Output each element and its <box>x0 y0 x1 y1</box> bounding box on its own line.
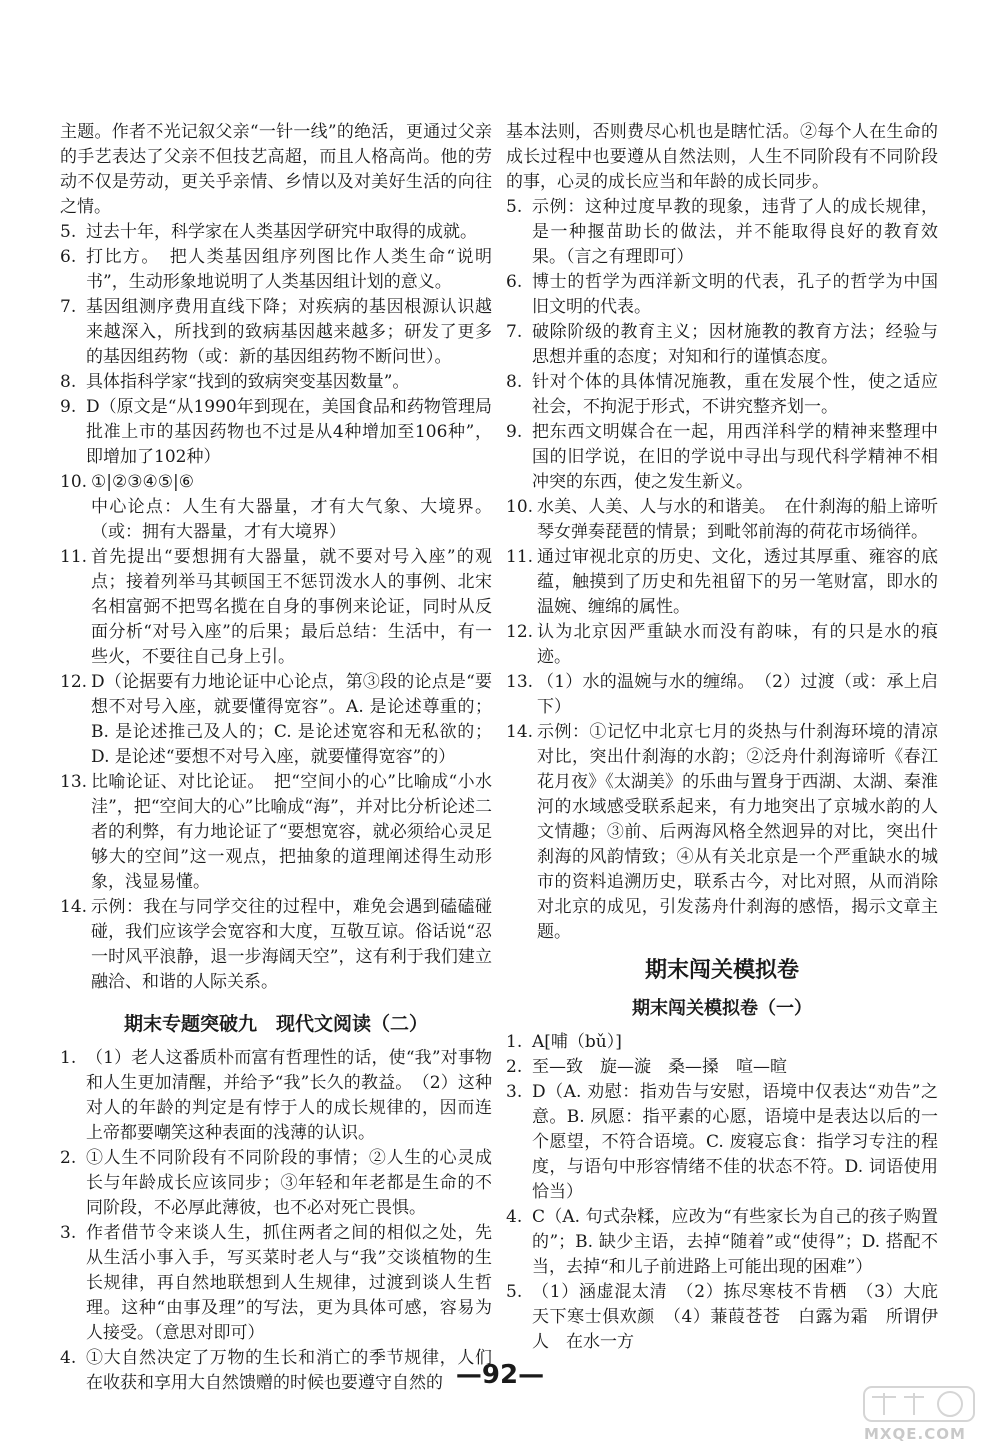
left-column <box>60 120 492 1396</box>
answer-text: 破除阶级的教育主义；因材施教的教育方法；经验与思想并重的态度；对知和行的谨慎态度。 <box>532 322 938 367</box>
left-intro: 主题。作者不光记叙父亲“一针一线”的绝活，更通过父亲的手艺表达了父亲不但技艺高超，而且人格高尚。他的劳动不仅是劳动，更关乎亲情、乡情以及对美好生活的向往之情。 <box>60 122 492 217</box>
answer-text: A[哺（bǔ）] <box>532 1032 622 1052</box>
right-answer-list-b <box>506 1030 938 1355</box>
answer-text: D（论据要有力地论证中心论点，第③段的论点是“要想不对号入座，就要懂得宽容”。A. 是论述尊重的；B. 是论述推己及人的；C. 是论述宽容和无私欲的；D. 是论述“要想不对号入座，就要懂得宽容”的） <box>91 672 492 767</box>
answer-item <box>60 245 492 295</box>
answer-number: 5. <box>506 197 523 217</box>
answer-item <box>506 320 938 370</box>
answer-number: 11. <box>506 547 534 567</box>
page-number: —92— <box>455 1360 545 1390</box>
answer-text: （1）水的温婉与水的缠绵。 （2）过渡（或：承上启下） <box>537 672 938 717</box>
answer-item <box>60 295 492 370</box>
answer-text: 水美、人美、人与水的和谐美。 在什刹海的船上谛听琴女弹奏琵琶的情景；到毗邻前海的荷花市场徜徉。 <box>537 497 938 542</box>
answer-number: 6. <box>506 272 523 292</box>
answer-item <box>506 1030 938 1055</box>
answer-item <box>60 370 492 395</box>
answer-item <box>506 720 938 945</box>
answer-item <box>506 420 938 495</box>
answer-text: 首先提出“要想拥有大器量，就不要对号入座”的观点；接着列举马其顿国王不惩罚泼水人的事例、北宋名相富弼不把骂名揽在自身的事例来论证，同时从反面分析“对号入座”的后果；最后总结：生活中，有一些火，不要往自己身上引。 <box>91 547 492 667</box>
answer-number: 5. <box>506 1282 523 1302</box>
answer-number: 8. <box>506 372 523 392</box>
section-heading-final-exam: 期末闯关模拟卷 <box>644 958 799 983</box>
answer-text: D（原文是“从1990年到现在，美国食品和药物管理局批准上市的基因药物也不过是从4种增加至106种”，即增加了102种） <box>86 397 492 467</box>
answer-text: （1）老人这番质朴而富有哲理性的话，使“我”对事物和人生更加清醒，并给予“我”长久的教益。 （2）这种对人的年龄的判定是有悖于人的成长规律的，因而连上帝都要嘲笑这种表面的浅薄的认识。 <box>86 1048 492 1143</box>
answer-item <box>506 1280 938 1355</box>
answer-item <box>60 395 492 470</box>
answer-number: 1. <box>506 1032 523 1052</box>
answer-item <box>60 545 492 670</box>
left-answer-list-a <box>60 220 492 995</box>
right-column <box>506 120 938 1355</box>
answer-number: 8. <box>60 372 77 392</box>
answer-text: C（A. 句式杂糅，应改为“有些家长为自己的孩子购置的”；B. 缺少主语，去掉“随着”或“使得”；D. 搭配不当，去掉“和儿子前进路上可能出现的困难”） <box>532 1207 938 1277</box>
answer-item <box>506 620 938 670</box>
answer-text: （1）涵虚混太清 （2）拣尽寒枝不肯栖 （3）大庇天下寒士俱欢颜 （4）蒹葭苍苍 白露为霜 所谓伊人 在水一方 <box>532 1282 938 1352</box>
answer-text: 示例：①记忆中北京七月的炎热与什刹海环境的清凉对比，突出什刹海的水韵；②泛舟什刹海谛听《春江花月夜》《太湖美》的乐曲与置身于西湖、太湖、秦淮河的水域感受联系起来，有力地突出了京城水韵的人文情趣；③前、后两海风格全然迥异的对比，突出什刹海的风韵情致；④从有关北京是一个严重缺水的城市的资料追溯历史，联系古今，对比对照，从而消除对北京的成见，引发荡舟什刹海的感悟，揭示文章主题。 <box>537 722 938 942</box>
answer-text: 基因组测序费用直线下降；对疾病的基因根源认识越来越深入，所找到的致病基因越来越多；研发了更多的基因组药物（或：新的基因组药物不断问世）。 <box>86 297 492 367</box>
answer-number: 12. <box>60 672 88 692</box>
answer-number: 13. <box>60 772 88 792</box>
answer-text: 博士的哲学为西洋新文明的代表，孔子的哲学为中国旧文明的代表。 <box>532 272 938 317</box>
answer-item <box>506 1080 938 1205</box>
answer-number: 6. <box>60 247 77 267</box>
answer-number: 12. <box>506 622 534 642</box>
answer-item <box>506 370 938 420</box>
answer-item <box>506 1205 938 1280</box>
answer-number: 4. <box>506 1207 523 1227</box>
answer-item <box>60 470 492 545</box>
left-answer-list-b <box>60 1046 492 1396</box>
right-intro: 基本法则，否则费尽心机也是瞎忙活。②每个人在生命的成长过程中也要遵从自然法则，人生不同阶段有不同阶段的事，心灵的成长应当和年龄的成长同步。 <box>506 122 938 192</box>
answer-number: 10. <box>506 497 534 517</box>
answer-number: 2. <box>60 1148 77 1168</box>
answer-item <box>506 270 938 320</box>
right-answer-list-a <box>506 195 938 945</box>
answer-number: 11. <box>60 547 88 567</box>
answer-number: 7. <box>506 322 523 342</box>
answer-item <box>506 670 938 720</box>
answer-text: 示例：这种过度早教的现象，违背了人的成长规律，是一种揠苗助长的做法，并不能取得良好的教育效果。（言之有理即可） <box>532 197 938 267</box>
answer-text: ①人生不同阶段有不同阶段的事情；②人生的心灵成长与年龄成长应该同步；③年轻和年老都是生命的不同阶段，不必厚此薄彼，也不必对死亡畏惧。 <box>86 1148 492 1218</box>
answer-text: 打比方。 把人类基因组序列图比作人类生命“说明书”，生动形象地说明了人类基因组计划的意义。 <box>86 247 492 292</box>
answer-number: 13. <box>506 672 534 692</box>
answer-item <box>506 545 938 620</box>
answer-text: 把东西文明媒合在一起，用西洋科学的精神来整理中国的旧学说，在旧的学说中寻出与现代科学精神不相冲突的东西，使之发生新义。 <box>532 422 938 492</box>
answer-number: 9. <box>60 397 77 417</box>
answer-item <box>506 195 938 270</box>
watermark-text: MXQE.COM <box>864 1425 966 1443</box>
answer-number: 10. <box>60 472 88 492</box>
answer-item <box>506 1055 938 1080</box>
answer-text: 示例：我在与同学交往的过程中，难免会遇到磕磕碰碰，我们应该学会宽容和大度，互敬互谅。俗话说“忍一时风平浪静，退一步海阔天空”，这有利于我们建立融洽、和谐的人际关系。 <box>91 897 492 992</box>
answer-number: 3. <box>60 1223 77 1243</box>
answer-text: 比喻论证、对比论证。 把“空间小的心”比喻成“小水洼”，把“空间大的心”比喻成“海”，并对比分析论述二者的利弊，有力地论证了“要想宽容，就必须给心灵足够大的空间”这一观点，把抽象的道理阐述得生动形象，浅显易懂。 <box>91 772 492 892</box>
answer-text: 认为北京因严重缺水而没有韵味，有的只是水的痕迹。 <box>537 622 938 667</box>
answer-item <box>506 495 938 545</box>
answer-number: 2. <box>506 1057 523 1077</box>
answer-number: 3. <box>506 1082 523 1102</box>
answer-item <box>60 1221 492 1346</box>
answer-number: 9. <box>506 422 523 442</box>
answer-number: 14. <box>60 897 88 917</box>
answer-text: 具体指科学家“找到的致病突变基因数量”。 <box>86 372 410 392</box>
answer-number: 5. <box>60 222 77 242</box>
answer-item <box>60 895 492 995</box>
answer-number: 7. <box>60 297 77 317</box>
answer-item <box>60 1146 492 1221</box>
subheading-final-exam-one: 期末闯关模拟卷（一） <box>632 998 812 1019</box>
answer-number: 4. <box>60 1348 77 1368</box>
answer-item <box>60 670 492 770</box>
answer-text: ①大自然决定了万物的生长和消亡的季节规律，人们在收获和享用大自然馈赠的时候也要遵守自然的 <box>86 1348 492 1393</box>
answer-item <box>60 1046 492 1146</box>
answer-text: 针对个体的具体情况施教，重在发展个性，使之适应社会，不拘泥于形式，不讲究整齐划一。 <box>532 372 938 417</box>
answer-item <box>60 220 492 245</box>
answer-seal-icon <box>820 1385 980 1445</box>
section-heading-modern-reading: 期末专题突破九 现代文阅读（二） <box>123 1013 428 1035</box>
answer-text: 作者借节令来谈人生，抓住两者之间的相似之处，先从生活小事入手，写买菜时老人与“我”交谈植物的生长规律，再自然地联想到人生规律，过渡到谈人生哲理。这种“由事及理”的写法，更为具体可感，容易为人接受。（意思对即可） <box>86 1223 492 1343</box>
answer-text: 过去十年，科学家在人类基因学研究中取得的成就。 <box>86 222 477 242</box>
answer-item <box>60 770 492 895</box>
answer-number: 14. <box>506 722 534 742</box>
answer-text: D（A. 劝慰：指劝告与安慰，语境中仅表达“劝告”之意。B. 夙愿：指平素的心愿，语境中是表达以后的一个愿望，不符合语境。C. 废寝忘食：指学习专注的程度，与语句中形容情绪不佳的状态不符。D. 词语使用恰当） <box>532 1082 938 1202</box>
answer-text: ①|②③④⑤|⑥ 中心论点：人生有大器量，才有大气象、大境界。（或：拥有大器量，才有大境界） <box>91 472 492 542</box>
answer-text: 至—致 旋—漩 桑—搡 喧—暄 <box>532 1057 787 1077</box>
answer-text: 通过审视北京的历史、文化，透过其厚重、雍容的底蕴，触摸到了历史和先祖留下的另一笔财富，即水的温婉、缠绵的属性。 <box>537 547 938 617</box>
answer-number: 1. <box>60 1048 77 1068</box>
